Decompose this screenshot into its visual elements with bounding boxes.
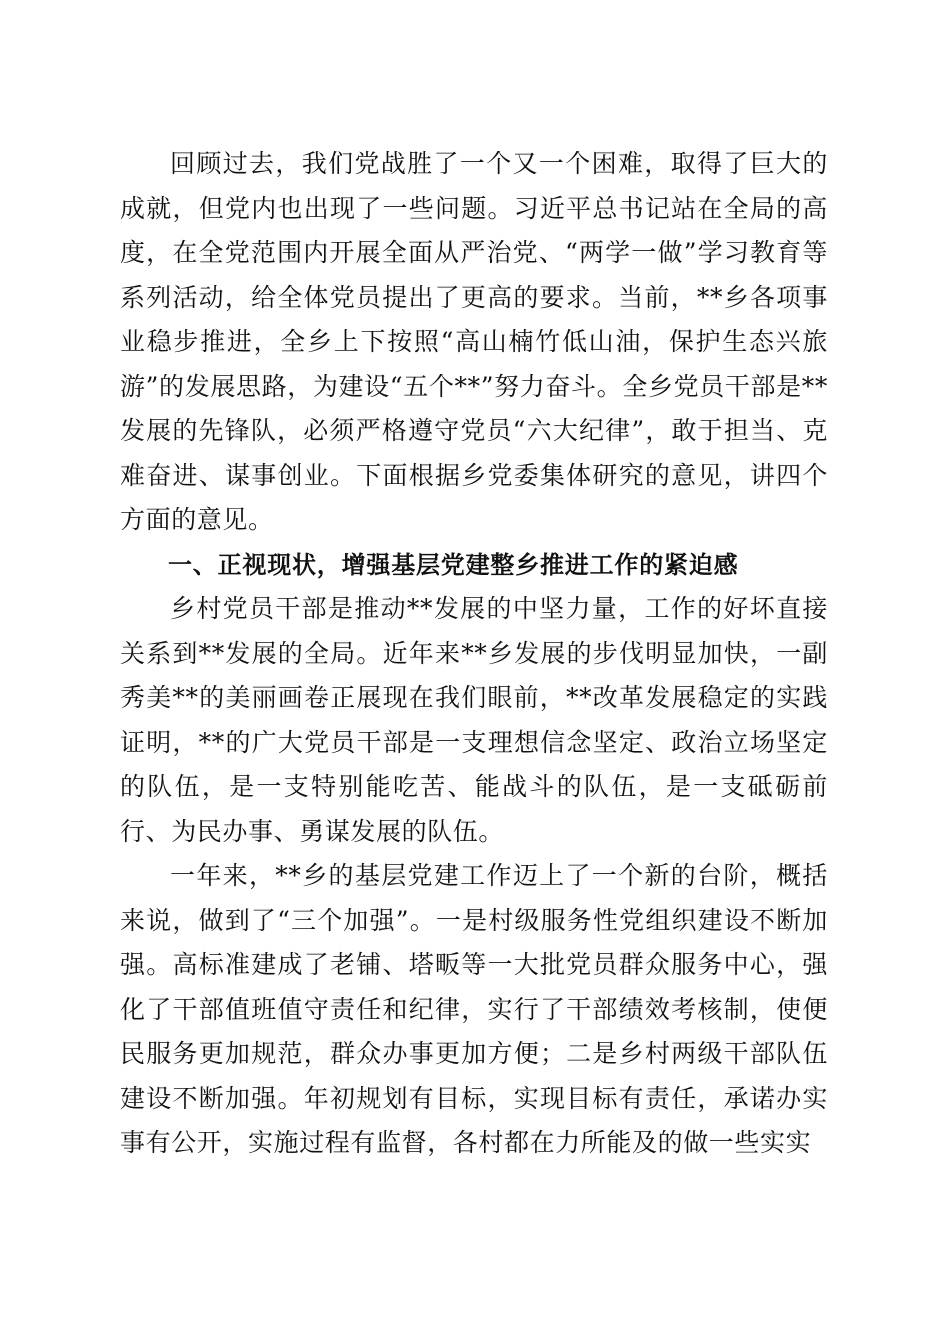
document-body [120, 142, 828, 1166]
paragraph-achievements: 一年来，**乡的基层党建工作迈上了一个新的台阶，概括来说，做到了“三个加强”。一是村级服务性党组织建设不断加强。高标准建成了老铺、塔畈等一大批党员群众服务中心，强化了干部值班值守责任和纪律，实行了干部绩效考核制，使便民服务更加规范，群众办事更加方便；二是乡村两级干部队伍建设不断加强。年初规划有目标，实现目标有责任，承诺办实事有公开，实施过程有监督，各村都在力所能及的做一些实实 [120, 861, 828, 1157]
paragraph-cadres: 乡村党员干部是推动**发展的中坚力量，工作的好坏直接关系到**发展的全局。近年来**乡发展的步伐明显加快，一副秀美**的美丽画卷正展现在我们眼前，**改革发展稳定的实践证明，**的广大党员干部是一支理想信念坚定、政治立场坚定的队伍，是一支特别能吃苦、能战斗的队伍，是一支砥砺前行、为民办事、勇谋发展的队伍。 [120, 594, 828, 846]
paragraph-review: 回顾过去，我们党战胜了一个又一个困难，取得了巨大的成就，但党内也出现了一些问题。习近平总书记站在全局的高度，在全党范围内开展全面从严治党、“两学一做”学习教育等系列活动，给全体党员提出了更高的要求。当前，**乡各项事业稳步推进，全乡上下按照“高山楠竹低山油，保护生态兴旅游”的发展思路，为建设“五个**”努力奋斗。全乡党员干部是**发展的先锋队，必须严格遵守党员“六大纪律”，敢于担当、克难奋进、谋事创业。下面根据乡党委集体研究的意见，讲四个方面的意见。 [120, 149, 828, 534]
section-heading-1: 一、正视现状，增强基层党建整乡推进工作的紧迫感 [168, 550, 739, 579]
